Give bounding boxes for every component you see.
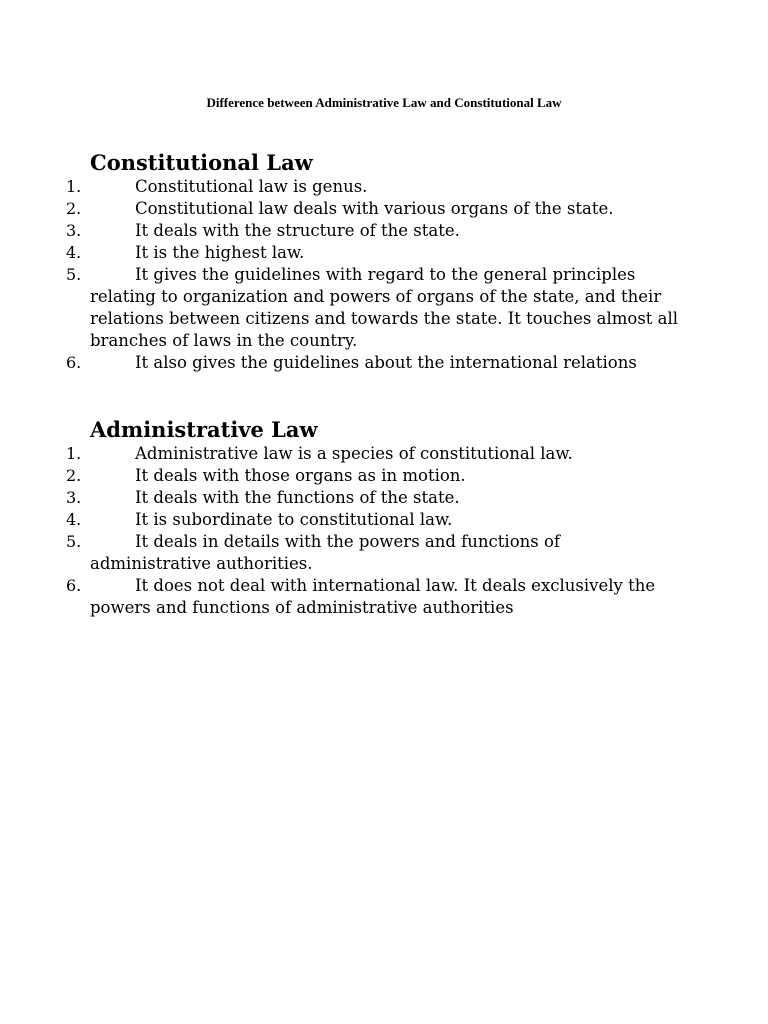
section-heading: Administrative Law (90, 417, 318, 442)
list-item (66, 575, 680, 619)
item-number: 5. (66, 532, 82, 551)
item-number: 3. (66, 488, 82, 507)
item-number: 6. (66, 353, 82, 372)
list-item (66, 509, 680, 531)
list-item (66, 531, 680, 575)
constitutional-law-list (66, 176, 706, 374)
item-text: Administrative law is a species of constitutional law. (135, 444, 573, 463)
item-number: 4. (66, 510, 82, 529)
list-item (66, 220, 680, 242)
section-administrative-law (66, 417, 706, 619)
page-title: Difference between Administrative Law and Constitutional Law (206, 95, 562, 110)
list-item (66, 443, 680, 465)
item-text: It deals with the functions of the state. (135, 488, 460, 507)
item-text: It gives the guidelines with regard to the general principles relating to organization and powers of organs of the state, and their relations between citizens and towards the state. It touches almost all branches of laws in the country. (90, 265, 679, 350)
item-text: Constitutional law deals with various organs of the state. (135, 199, 614, 218)
item-number: 5. (66, 265, 82, 284)
section-heading: Constitutional Law (90, 150, 313, 175)
list-item (66, 176, 680, 198)
item-text: Constitutional law is genus. (135, 177, 368, 196)
list-item (66, 242, 680, 264)
item-text: It deals in details with the powers and functions of administrative authorities. (90, 532, 561, 573)
item-number: 2. (66, 199, 82, 218)
item-number: 6. (66, 576, 82, 595)
list-item (66, 264, 680, 352)
item-number: 1. (66, 177, 82, 196)
item-text: It is the highest law. (135, 243, 305, 262)
item-text: It is subordinate to constitutional law. (135, 510, 453, 529)
list-item (66, 487, 680, 509)
item-text: It also gives the guidelines about the international relations (135, 353, 637, 372)
item-text: It deals with those organs as in motion. (135, 466, 466, 485)
item-number: 2. (66, 466, 82, 485)
item-number: 1. (66, 444, 82, 463)
item-text: It deals with the structure of the state. (135, 221, 460, 240)
item-number: 3. (66, 221, 82, 240)
list-item (66, 352, 680, 374)
section-constitutional-law (66, 150, 706, 374)
item-text: It does not deal with international law. It deals exclusively the powers and functions of administrative authorities (90, 576, 656, 617)
list-item (66, 198, 680, 220)
administrative-law-list (66, 443, 706, 619)
list-item (66, 465, 680, 487)
item-number: 4. (66, 243, 82, 262)
